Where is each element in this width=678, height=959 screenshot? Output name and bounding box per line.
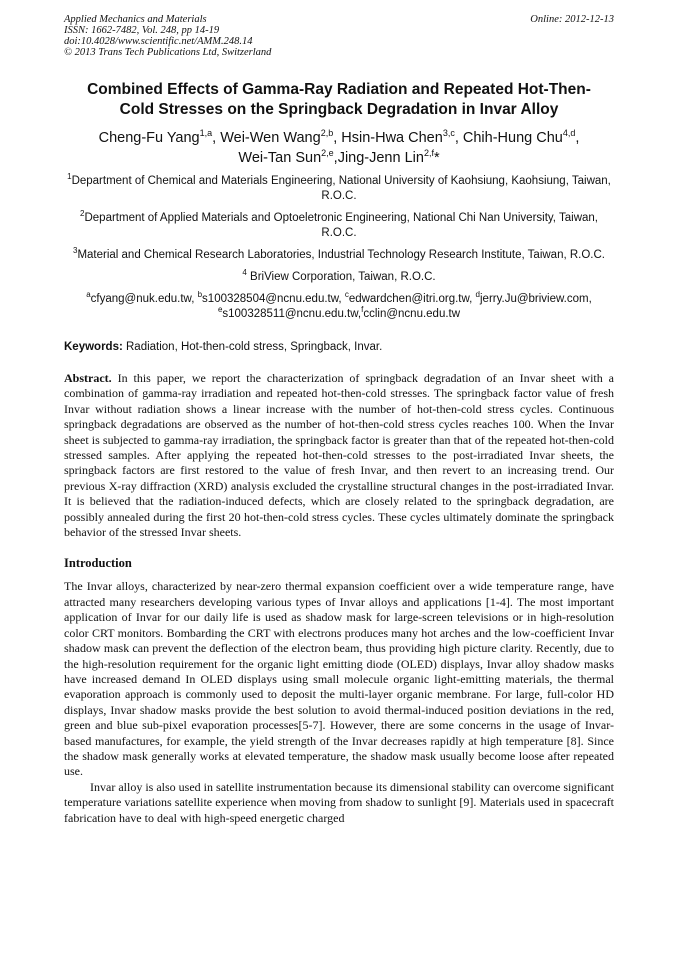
affiliation: $^1$Department of Chemical and Materials Engineering, National University of Kaohsiung, Kaohsiung, Taiwan, R.O.C.: [67, 172, 611, 202]
author: Hsin-Hwa Chen$^{3,c}$,: [341, 128, 463, 146]
abstract: [64, 371, 614, 540]
title-line: Combined Effects of Gamma-Ray Radiation and Repeated Hot-Then-: [87, 81, 591, 98]
abstract-text: In this paper, we report the characterization of springback degradation of an Invar sheet with a combination of gamma-ray irradiation and repeated hot-then-cold stresses. The springback factor value of fresh Invar without radiation shows a linear increase with the number of hot-then-cold stress cycles. Continuous springback degradations are observed as the number of hot-then-cold stress cycles reaches 100. When the Invar sheet is subjected to gamma-ray irradiation, the springback factor is greater than that of the repeated hot-then-cold stressed samples. After applying the repeated hot-then-cold stresses to the post-irradiated Invar sheets, the springback factors are first restored to the value of fresh Invar, and then revert to an increasing trend. Our previous X-ray diffraction (XRD) analysis excluded the crystalline structural changes in the post-irradiated Invar. It is believed that the radiation-induced defects, which are closely related to the springback degradation, are possibly annealed during the first 20 hot-then-cold stress cycles. These cycles ultimately dominate the springback behavior of the stressed Invar sheets.: [64, 371, 614, 540]
intro-paragraph: Invar alloy is also used in satellite instrumentation because its dimensional stability can overcome significant temperature variations satellite experience when moving from shadow to sunlight [9]. Materials used in spacecraft fabrication have to deal with high-speed energetic charged: [64, 779, 614, 825]
author: Jing-Jenn Lin$^{2,f}$*: [337, 148, 440, 166]
section-heading-introduction: Introduction: [64, 556, 132, 571]
author: Wei-Wen Wang$^{2,b}$,: [220, 128, 342, 146]
email[interactable]: $^f$cclin@ncnu.edu.tw: [361, 305, 461, 320]
journal-name: Applied Mechanics and Materials: [64, 14, 207, 25]
email[interactable]: $^a$cfyang@nuk.edu.tw,: [86, 290, 198, 305]
author: Chih-Hung Chu$^{4,d}$,: [462, 128, 580, 146]
paper-title: [72, 80, 606, 120]
email[interactable]: $^b$s100328504@ncnu.edu.tw,: [197, 290, 345, 305]
author: Cheng-Fu Yang$^{1,a}$,: [98, 128, 221, 146]
email[interactable]: $^e$s100328511@ncnu.edu.tw,: [217, 305, 362, 320]
email[interactable]: $^d$jerry.Ju@briview.com,: [475, 290, 592, 305]
intro-paragraph: The Invar alloys, characterized by near-zero thermal expansion coefficient over a wide temperature range, have attracted many researchers developing various types of Invar alloys and applications [1-4]. The most important application of Invar for our daily life is used as shadow mask for large-screen televisions or in high-resolution color CRT monitors. Bombarding the CRT with electrons produces many hot arches and the low-coefficient Invar shadow mask can prevent the deflection of the electron beam, thus providing high picture clarity. Recently, due to the high-resolution requirement for the organic light emitting diode (OLED) displays, Invar alloy shadow masks have increased demand In OLED displays using small molecule organic light-emitting materials, the thermal evaporation approach is commonly used to deposit the multi-layer organic membrane. For large, full-color HD displays, Invar shadow masks provide the best solution to avoid thermal-induced position deviations in the red, green and blue sub-pixel evaporation processes[5-7]. However, there are some concerns in the usage of Invar-based manufactures, for example, the yield strength of the Invar decreases rapidly at high temperature [8]. Since the shadow mask generally works at elevated temperature, the shadow mask usually become loose after repeated use.: [64, 579, 614, 779]
title-line: Cold Stresses on the Springback Degradation in Invar Alloy: [119, 101, 559, 118]
author: Wei-Tan Sun$^{2,e}$,: [238, 148, 338, 166]
doi-line: doi:10.4028/www.scientific.net/AMM.248.14: [64, 36, 253, 47]
issn-line: ISSN: 1662-7482, Vol. 248, pp 14-19: [64, 25, 220, 36]
author-list: [64, 128, 614, 168]
email-list: [64, 292, 614, 322]
online-date: Online: 2012-12-13: [530, 14, 614, 25]
affiliation: $^4$ BriView Corporation, Taiwan, R.O.C.: [242, 268, 436, 283]
keywords-label: Keywords:: [64, 341, 123, 353]
journal-header: [64, 14, 614, 58]
keywords: [64, 340, 614, 355]
keywords-text: Radiation, Hot-then-cold stress, Springback, Invar.: [122, 341, 383, 353]
affiliation: $^2$Department of Applied Materials and Optoeletronic Engineering, National Chi Nan University, Taiwan, R.O.C.: [80, 209, 598, 239]
abstract-label: Abstract.: [64, 371, 112, 385]
copyright-line: © 2013 Trans Tech Publications Ltd, Switzerland: [64, 47, 272, 58]
affiliation: $^3$Material and Chemical Research Laboratories, Industrial Technology Research Institute, Taiwan, R.O.C.: [72, 246, 605, 261]
email[interactable]: $^c$edwardchen@itri.org.tw,: [344, 290, 476, 305]
